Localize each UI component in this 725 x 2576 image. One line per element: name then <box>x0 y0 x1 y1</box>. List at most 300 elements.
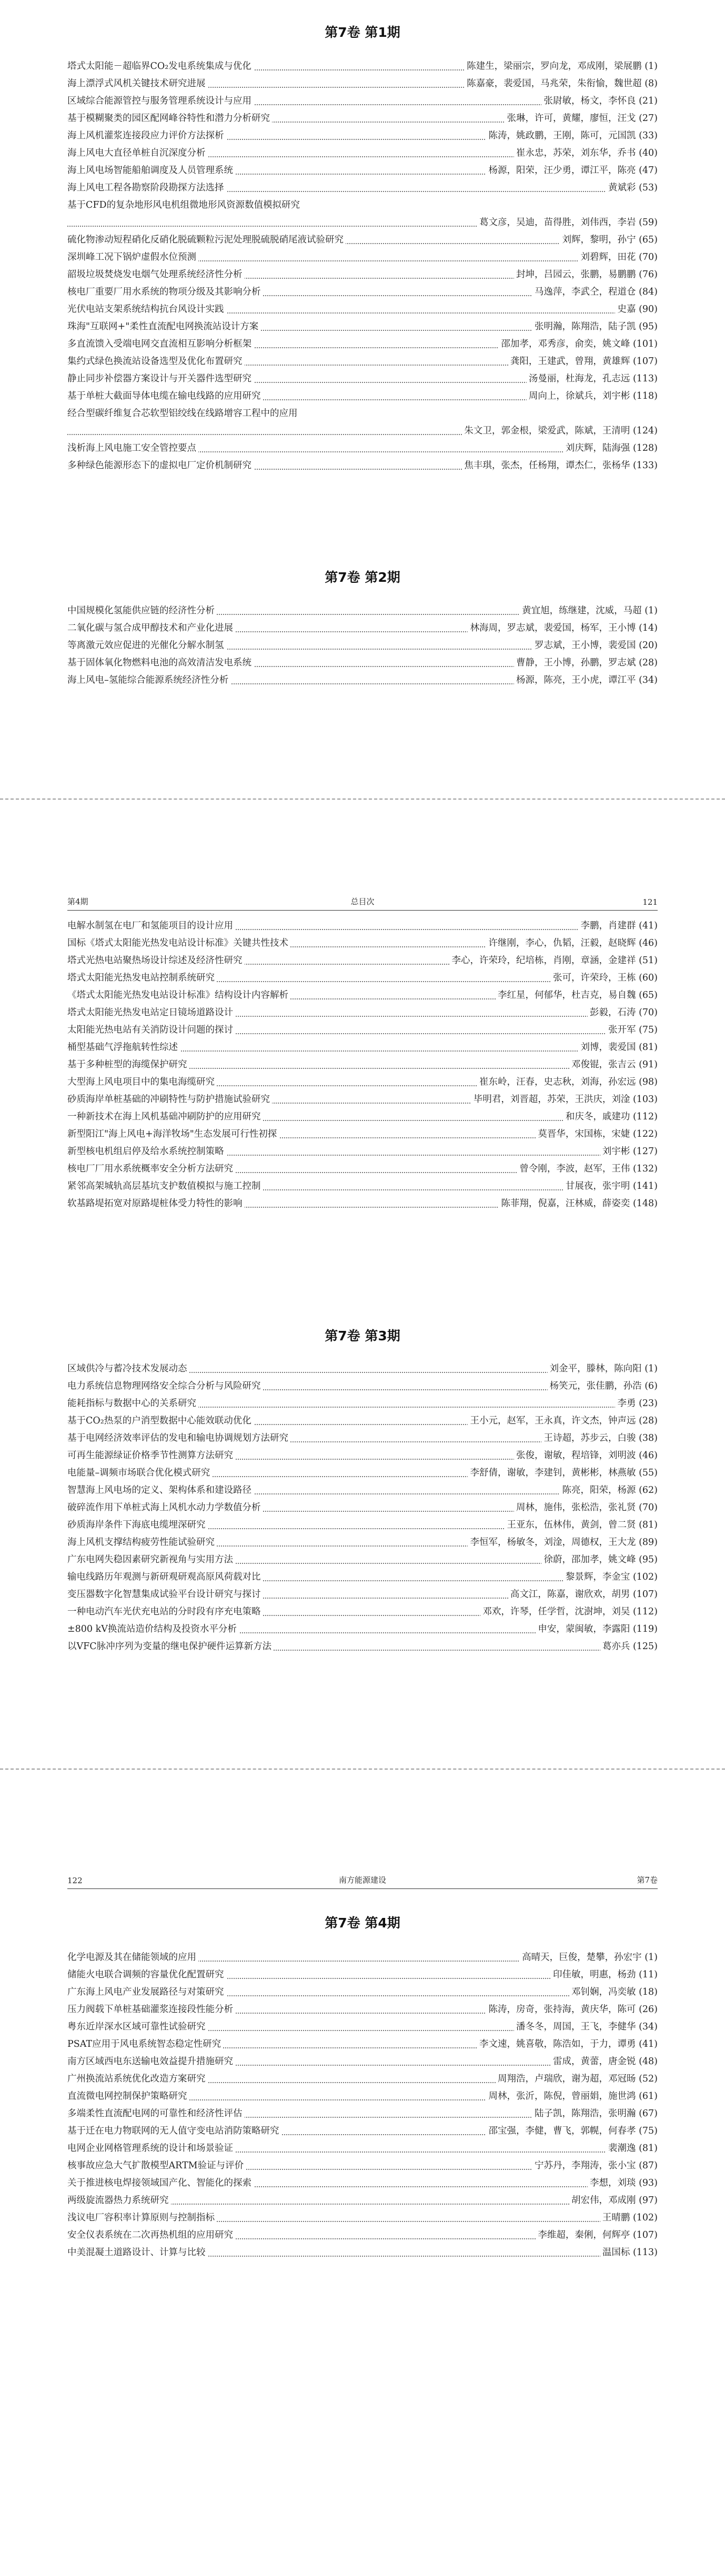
entry-authors-page <box>486 2123 658 2140</box>
toc-entry <box>67 1551 658 1569</box>
entry-authors-page <box>514 654 658 672</box>
entry-title: 集约式绿色换流站设备选型及优化布置研究 <box>67 353 245 370</box>
header-title: 总目次 <box>350 897 375 906</box>
entry-title: 新型阳江"海上风电+海洋牧场"生态发展可行性初探 <box>67 1126 279 1143</box>
entry-authors: 周林，张沂，陈倪，曾丽娟，施世鸿 <box>488 2091 636 2102</box>
entry-authors: 张开军 <box>608 1025 636 1035</box>
entry-page: (107) <box>632 2230 658 2240</box>
entry-title: 国标《塔式太阳能光热发电站设计标准》关键共性技术 <box>67 935 290 952</box>
entry-authors-page <box>536 1126 658 1143</box>
toc-entry <box>67 75 658 93</box>
entry-title: 光伏电站支架系统结构抗台风设计实践 <box>67 301 226 318</box>
entry-page: (70) <box>639 1502 658 1513</box>
header-page-number: 121 <box>642 897 658 907</box>
entry-authors-page <box>508 353 658 370</box>
issue-title-vol7-no4: 第7卷 第4期 <box>325 1915 400 1931</box>
entry-page: (1) <box>645 61 658 72</box>
entry-title: 海上风电大直径单桩自沉深度分析 <box>67 145 208 162</box>
toc-entry <box>67 1984 658 2001</box>
entry-title: 二氧化碳与氢合成甲醇技术和产业化进展 <box>67 620 235 637</box>
entry-page: (62) <box>639 1485 658 1496</box>
entry-authors: 焦丰琪，张杰，任杨翔，谭杰仁，张杨华 <box>464 460 630 471</box>
entry-title: 静止同步补偿器方案设计与开关器件选型研究 <box>67 370 254 388</box>
toc-entry <box>67 301 658 318</box>
toc-entry <box>67 2105 658 2123</box>
entry-authors-page <box>532 2105 658 2123</box>
entry-title: 基于单桩大截面导体电缆在输电线路的应用研究 <box>67 388 263 405</box>
toc-entry <box>67 602 658 620</box>
entry-page: (38) <box>639 1433 658 1443</box>
entry-authors: 和庆冬，戚建功 <box>565 1112 630 1122</box>
entry-authors-page <box>569 2192 658 2209</box>
entry-title: 核事故应急大气扩散模型ARTM验证与评价 <box>67 2157 246 2175</box>
toc-entry <box>67 2053 658 2070</box>
entry-authors-page <box>551 969 658 987</box>
entry-page: (101) <box>632 339 658 349</box>
entry-page: (52) <box>639 2074 658 2084</box>
entry-page: (148) <box>632 1198 658 1209</box>
entry-authors-page <box>468 1412 658 1430</box>
entry-authors-page <box>578 1039 658 1056</box>
entry-title: 电能量–调频市场联合优化模式研究 <box>67 1464 212 1482</box>
entry-authors: 邵宝强，李健，曹飞，郭幌，何春孝 <box>488 2126 636 2136</box>
entry-authors: 王小元，赵军，王永真，许文杰，钟声远 <box>470 1416 636 1426</box>
entry-page: (75) <box>639 1025 658 1035</box>
running-header-p121 <box>67 894 658 911</box>
entry-title: 紧邻高架城轨高层基坑支护数值模拟与施工控制 <box>67 1178 263 1195</box>
toc-entry <box>67 1534 658 1551</box>
toc-entry <box>67 58 658 75</box>
entry-authors-page <box>615 301 658 318</box>
entry-page: (6) <box>645 1381 658 1391</box>
entry-authors-page <box>600 2209 658 2227</box>
toc-entry <box>67 654 658 672</box>
page-separator <box>0 1769 725 1770</box>
entry-authors: 黄斌彩 <box>608 183 636 193</box>
toc-entry <box>67 1603 658 1621</box>
entry-authors-page <box>465 58 658 75</box>
entry-authors: 马逸萍，李武仝，程道仓 <box>534 287 636 297</box>
entry-authors-page <box>449 952 658 969</box>
entry-authors-page <box>600 1143 658 1160</box>
entry-authors-page <box>480 1603 658 1621</box>
entry-authors-page <box>600 1638 658 1655</box>
entry-page: (102) <box>632 1572 658 1582</box>
entry-title: 深圳峰工况下锅炉虚假水位预测 <box>67 249 198 266</box>
entry-title: 海上漂浮式风机关键技术研究进展 <box>67 75 208 93</box>
entry-authors: 陈菲翔，倪嘉，汪林威，薛姿奕 <box>501 1198 630 1209</box>
entry-title: 经合型碳纤维复合芯软型铝绞线在线路增容工程中的应用 <box>67 405 300 422</box>
entry-title: 珠海"互联网+"柔性直流配电网换流站设计方案 <box>67 318 260 336</box>
toc-entry <box>67 1569 658 1586</box>
entry-authors: 陈亮，阳荣，杨源 <box>562 1485 636 1496</box>
entry-authors-page <box>496 2070 658 2088</box>
entry-authors-page <box>551 2053 658 2070</box>
entry-page: (91) <box>639 1059 658 1070</box>
entry-authors-page <box>541 1430 658 1447</box>
entry-authors-page <box>499 1195 658 1213</box>
toc-entry <box>67 1195 658 1213</box>
toc-entry <box>67 249 658 266</box>
entry-authors: 葛亦兵 <box>602 1641 630 1652</box>
toc-entry <box>67 952 658 969</box>
toc-entry <box>67 1517 658 1534</box>
entry-authors-page <box>563 440 658 457</box>
entry-authors: 李心，许荣玲，纪培栋，肖刚，章涵，金建祥 <box>451 955 636 966</box>
entry-page: (70) <box>639 252 658 262</box>
entry-authors: 邓欢，许琴，任学哲，沈澍坤，刘吴 <box>482 1607 630 1617</box>
entry-page: (84) <box>639 287 658 297</box>
entry-authors: 刘博，裴爱国 <box>580 1042 636 1053</box>
toc-entry <box>67 987 658 1004</box>
toc-entry <box>67 1949 658 1966</box>
entry-page: (18) <box>639 1987 658 1997</box>
toc-entry <box>67 284 658 301</box>
entry-title: 基于模糊聚类的园区配网峰谷特性和潜力分析研究 <box>67 110 272 127</box>
toc-entry <box>67 2070 658 2088</box>
entry-authors-page <box>486 935 658 952</box>
entry-title: 砂质海岸条件下海底电缆埋深研究 <box>67 1517 208 1534</box>
issue-title-vol7-no2: 第7卷 第2期 <box>325 570 400 585</box>
entry-page: (40) <box>639 148 658 158</box>
toc-entry <box>67 388 658 405</box>
entry-title: 直流微电网控制保护策略研究 <box>67 2088 189 2105</box>
entry-page: (132) <box>632 1164 658 1174</box>
issue-title-vol7-no1: 第7卷 第1期 <box>325 25 400 40</box>
entry-page: (97) <box>639 2195 658 2206</box>
entry-title: 破碎流作用下单桩式海上风机水动力学数值分析 <box>67 1499 263 1517</box>
entry-page: (65) <box>639 990 658 1001</box>
toc-entry <box>67 2157 658 2175</box>
entry-authors: 李勇 <box>617 1398 636 1409</box>
entry-authors-page <box>600 2244 658 2261</box>
entry-authors: 杨笑元，张佳鹏，孙浩 <box>549 1381 642 1391</box>
entry-title: 硫化物渗动短程硝化反硝化脱硫颗粒污泥处理脱硫脱硝尾液试验研究 <box>67 231 346 249</box>
toc-entry <box>67 145 658 162</box>
toc-entry <box>67 917 658 935</box>
entry-authors: 张明瀚，陈翔浩，陆子凯 <box>534 321 636 332</box>
entry-authors-page <box>514 145 658 162</box>
toc-entry <box>67 318 658 336</box>
toc-entry <box>67 405 658 440</box>
entry-title: 桶型基础气浮拖航转性综述 <box>67 1039 180 1056</box>
toc-entry <box>67 2018 658 2036</box>
entry-title: 基于固体氧化物燃料电池的高效清洁发电系统 <box>67 654 254 672</box>
entry-title: 储能火电联合调频的容量优化配置研究 <box>67 1966 226 1984</box>
entry-authors: 李红星，何郁华，杜吉克，易自魏 <box>497 990 636 1001</box>
entry-authors: 黎景辉，李金宝 <box>565 1572 630 1582</box>
entry-authors: 张琳，许可，黄耀，廖恒，汪戈 <box>507 113 636 124</box>
entry-authors: 刘辉，黎明，孙宁 <box>562 235 636 245</box>
toc-entry <box>67 457 658 474</box>
entry-page: (75) <box>639 2126 658 2136</box>
entry-authors-page <box>560 231 658 249</box>
toc-entry <box>67 620 658 637</box>
entry-page: (118) <box>632 391 658 401</box>
toc-list-vol7-no1 <box>67 58 658 474</box>
entry-title: 基于CFD的复杂地形风电机组微地形风资源数值模拟研究 <box>67 197 302 214</box>
entry-title: PSAT应用于风电系统智态稳定性研究 <box>67 2036 223 2053</box>
toc-list-vol7-no2-cont <box>67 917 658 1213</box>
entry-page: (113) <box>632 373 658 384</box>
entry-authors: 史嘉 <box>617 304 636 315</box>
entry-authors-page <box>471 1091 658 1108</box>
entry-page: (28) <box>639 1416 658 1426</box>
entry-authors: 李维超，秦俐，何辉亭 <box>538 2230 630 2240</box>
entry-authors: 杨源，陈亮，王小虎，谭江平 <box>516 675 636 685</box>
entry-page: (95) <box>639 1554 658 1565</box>
entry-page: (65) <box>639 235 658 245</box>
toc-entry <box>67 2036 658 2053</box>
entry-page: (103) <box>632 1094 658 1105</box>
toc-entry <box>67 1378 658 1395</box>
entry-title: 核电厂厂用水系统概率安全分析方法研究 <box>67 1160 235 1178</box>
entry-authors-page <box>486 2001 658 2018</box>
entry-authors-page <box>532 284 658 301</box>
entry-page: (1) <box>645 1952 658 1963</box>
entry-title: 多端柔性直流配电网的可靠性和经济性评估 <box>67 2105 245 2123</box>
entry-title: 砂质海岸单桩基础的冲刷特性与防护措施试验研究 <box>67 1091 272 1108</box>
entry-title: 基于CO₂热泵的户消型数据中心能效联动优化 <box>67 1412 254 1430</box>
entry-authors-page <box>468 1534 658 1551</box>
entry-page: (11) <box>639 1969 658 1980</box>
entry-title: 浅析海上风电施工安全管控要点 <box>67 440 198 457</box>
entry-authors-page <box>560 1482 658 1499</box>
entry-authors: 张俊，谢敏，程培锋，刘明波 <box>516 1450 636 1461</box>
entry-authors-page <box>462 422 658 440</box>
header-page-number: 122 <box>67 1876 83 1885</box>
toc-entry <box>67 1091 658 1108</box>
entry-page: (46) <box>639 1450 658 1461</box>
entry-authors-page <box>532 2157 658 2175</box>
entry-authors-page <box>514 1447 658 1464</box>
toc-entry <box>67 1499 658 1517</box>
entry-authors-page <box>563 1569 658 1586</box>
toc-entry <box>67 197 658 231</box>
entry-title: 韶圾垃圾焚烧发电烟气处理系统经济性分析 <box>67 266 245 284</box>
entry-page: (41) <box>639 921 658 931</box>
toc-entry <box>67 336 658 353</box>
entry-authors: 李想，刘琰 <box>589 2178 636 2188</box>
entry-authors: 林海周，罗志斌，裴爱国，杨军，王小博 <box>470 623 636 633</box>
toc-entry <box>67 110 658 127</box>
toc-entry <box>67 2123 658 2140</box>
toc-entry <box>67 231 658 249</box>
entry-page: (93) <box>639 2178 658 2188</box>
toc-entry <box>67 2192 658 2209</box>
entry-authors: 高文江，陈嘉，谢欣欢，胡男 <box>510 1589 630 1600</box>
header-issue: 第4期 <box>67 897 88 906</box>
entry-authors-page <box>606 179 658 197</box>
entry-authors-page <box>532 637 658 654</box>
entry-authors-page <box>477 214 658 231</box>
entry-title: ±800 kV换流站造价结构及投资水平分析 <box>67 1621 239 1638</box>
entry-title: 基于电网经济效率评估的发电和输电协调规划方法研究 <box>67 1430 290 1447</box>
entry-title: 塔式太阳能－超临界CO₂发电系统集成与优化 <box>67 58 254 75</box>
entry-page: (33) <box>639 130 658 141</box>
entry-authors-page <box>520 1949 658 1966</box>
entry-page: (81) <box>639 1042 658 1053</box>
toc-entry <box>67 266 658 284</box>
toc-entry <box>67 1621 658 1638</box>
entry-authors: 朱文卫，郭金根，梁爱武，陈斌，王清明 <box>464 426 630 436</box>
entry-authors: 印佳敏，明惠，杨劲 <box>552 1969 636 1980</box>
entry-page: (27) <box>639 113 658 124</box>
entry-authors-page <box>462 457 658 474</box>
entry-authors: 刘金平，滕林，陈向阳 <box>549 1363 642 1374</box>
entry-page: (81) <box>639 1520 658 1530</box>
issue-title-vol7-no3: 第7卷 第3期 <box>325 1328 400 1343</box>
toc-entry <box>67 672 658 689</box>
toc-list-vol7-no3 <box>67 1360 658 1655</box>
entry-title: 能耗指标与数据中心的关系研究 <box>67 1395 198 1412</box>
toc-entry <box>67 1966 658 1984</box>
toc-list-vol7-no4 <box>67 1949 658 2261</box>
entry-page: (53) <box>639 183 658 193</box>
entry-authors: 潘冬冬，周国，王飞，李健华 <box>516 2022 636 2032</box>
toc-entry <box>67 2227 658 2244</box>
entry-authors: 曹静，王小博，孙鹏，罗志斌 <box>516 658 636 668</box>
entry-page: (125) <box>632 1641 658 1652</box>
entry-page: (59) <box>639 217 658 228</box>
entry-authors-page <box>514 1499 658 1517</box>
entry-page: (124) <box>632 426 658 436</box>
entry-authors-page <box>578 249 658 266</box>
entry-title: 基于迁在电力物联网的无人值守变电站消防策略研究 <box>67 2123 281 2140</box>
entry-authors-page <box>468 1464 658 1482</box>
toc-entry <box>67 370 658 388</box>
entry-authors: 陈涛，房奇，张持海，黄庆华，陈可 <box>488 2004 636 2015</box>
entry-authors-page <box>606 2140 658 2157</box>
entry-title: 软基路堤拓宽对原路堤桩体受力特性的影响 <box>67 1195 245 1213</box>
toc-entry <box>67 1004 658 1022</box>
entry-page: (34) <box>639 2022 658 2032</box>
entry-authors-page <box>563 1178 658 1195</box>
entry-authors-page <box>532 318 658 336</box>
entry-page: (60) <box>639 973 658 983</box>
entry-title: 广东电网失稳因素研究新视角与实用方法 <box>67 1551 235 1569</box>
entry-page: (21) <box>639 96 658 106</box>
toc-entry <box>67 127 658 145</box>
entry-page: (90) <box>639 304 658 315</box>
entry-page: (1) <box>645 605 658 616</box>
entry-title: 太阳能光热电站有关消防设计问题的探讨 <box>67 1022 235 1039</box>
entry-page: (1) <box>645 1363 658 1374</box>
entry-title: 区域供冷与蓄冷技术发展动态 <box>67 1360 189 1378</box>
entry-authors-page <box>517 1160 658 1178</box>
entry-title: 基于多种桩型的海缆保护研究 <box>67 1056 189 1074</box>
entry-page: (67) <box>639 2108 658 2119</box>
entry-authors: 张尉敏，杨文，李怀良 <box>543 96 636 106</box>
entry-authors: 邵加孝，邓秀彦，俞奕，姚文峰 <box>501 339 630 349</box>
entry-title: 海上风机灌浆连接段应力评价方法探析 <box>67 127 226 145</box>
entry-authors: 温国标 <box>602 2247 630 2258</box>
entry-authors: 封坤，吕园云，张鹏，易鹏鹏 <box>516 269 636 280</box>
entry-title: 粤东近岸深水区域可靠性试验研究 <box>67 2018 208 2036</box>
toc-entry <box>67 2140 658 2157</box>
entry-page: (98) <box>639 1077 658 1087</box>
entry-authors-page <box>477 2036 658 2053</box>
entry-title: 多直流馈入受端电网交直流相互影响分析框架 <box>67 336 254 353</box>
entry-authors-page <box>551 1966 658 1984</box>
entry-title: 可再生能源绿证价格季节性测算方法研究 <box>67 1447 235 1464</box>
entry-title: 化学电源及其在储能领域的应用 <box>67 1949 198 1966</box>
toc-list-vol7-no2 <box>67 602 658 689</box>
entry-title: 安全仪表系统在二次再热机组的应用研究 <box>67 2227 235 2244</box>
entry-authors-page <box>578 917 658 935</box>
entry-authors: 王晴鹏 <box>602 2213 630 2223</box>
toc-entry <box>67 179 658 197</box>
entry-authors-page <box>514 672 658 689</box>
entry-title: 电解水制氢在电厂和氢能项目的设计应用 <box>67 917 235 935</box>
entry-authors: 刘宇彬 <box>602 1146 630 1157</box>
entry-authors: 毕明君，刘晋超，苏荣，王洪庆，刘淦 <box>473 1094 630 1105</box>
entry-authors: 周翔浩，卢瑞欣，谢为超，邓冠旸 <box>497 2074 636 2084</box>
entry-page: (34) <box>639 675 658 685</box>
entry-authors: 陈涛，姚政鹏，王刚，陈可，元国凯 <box>488 130 636 141</box>
entry-title: 等离激元效应促进的光催化分解水制氢 <box>67 637 226 654</box>
entry-title: 海上风电–氢能综合能源系统经济性分析 <box>67 672 230 689</box>
entry-authors: 刘庆辉，陆海强 <box>565 443 630 453</box>
entry-title: 区域综合能源管控与服务管理系统设计与应用 <box>67 93 254 110</box>
toc-entry <box>67 1482 658 1499</box>
entry-authors: 曾令刚，李波，赵军，王伟 <box>519 1164 630 1174</box>
entry-authors: 甘展夜，张宇明 <box>565 1181 630 1191</box>
entry-authors-page <box>505 110 658 127</box>
entry-authors-page <box>615 1395 658 1412</box>
toc-entry <box>67 1108 658 1126</box>
entry-authors: 许继刚，李心，仇韬，汪毅，赵晓辉 <box>488 938 636 948</box>
entry-title: 变压器数字化智慧集成试验平台设计研究与探讨 <box>67 1586 263 1603</box>
toc-entry <box>67 1022 658 1039</box>
entry-authors-page <box>541 1551 658 1569</box>
entry-authors: 李鹏，肖建群 <box>580 921 636 931</box>
entry-title: 核电厂重要厂用水系统的物项分级及其影响分析 <box>67 284 263 301</box>
entry-authors: 周向上，徐斌兵，刘宇彬 <box>528 391 630 401</box>
entry-authors: 陆子凯，陈翔浩，张明瀚 <box>534 2108 636 2119</box>
entry-title: 中国规模化氢能供应链的经济性分析 <box>67 602 217 620</box>
entry-page: (112) <box>632 1607 658 1617</box>
entry-authors: 杨源，阳荣，汪少勇，谭江平，陈亮 <box>488 165 636 176</box>
entry-authors: 崔永忠，苏荣，刘东华，乔书 <box>516 148 636 158</box>
entry-title: 智慧海上风电场的定义、架构体系和建设路径 <box>67 1482 254 1499</box>
entry-page: (26) <box>639 2004 658 2015</box>
toc-entry <box>67 1360 658 1378</box>
entry-title: 两级旋流器热力系统研究 <box>67 2192 171 2209</box>
entry-authors: 陈嘉豪，裴爱国，马兆荣，朱衔愉，魏世超 <box>467 78 642 89</box>
entry-page: (141) <box>632 1181 658 1191</box>
entry-authors: 莫晋华，宋国栋，宋婕 <box>538 1129 630 1139</box>
entry-title: 塔式太阳能光热发电站控制系统研究 <box>67 969 217 987</box>
entry-title: 海上风机支撑结构疲劳性能试验研究 <box>67 1534 217 1551</box>
entry-title: 关于推进核电焊接领域国产化、智能化的探索 <box>67 2175 254 2192</box>
entry-authors: 王诗超，苏步云，白骏 <box>543 1433 636 1443</box>
entry-authors: 龚阳，王建武，曾翔，黄雄辉 <box>510 356 630 367</box>
entry-page: (127) <box>632 1146 658 1157</box>
entry-title: 多种绿色能源形态下的虚拟电厂定价机制研究 <box>67 457 254 474</box>
entry-authors: 罗志斌，王小博，裴爱国 <box>534 640 636 651</box>
entry-authors-page <box>541 93 658 110</box>
entry-authors: 李恒军，杨敏冬，刘淦，周德权，王大龙 <box>470 1537 636 1548</box>
entry-authors-page <box>536 2227 658 2244</box>
entry-title: 压力阀载下单桩基础灌浆连接段性能分析 <box>67 2001 235 2018</box>
toc-entry <box>67 162 658 179</box>
entry-authors: 周林，施伟，张松浩，张礼贤 <box>516 1502 636 1513</box>
entry-page: (133) <box>632 460 658 471</box>
entry-authors-page <box>496 987 658 1004</box>
entry-authors: 黄宜旭，练继建，沈威，马超 <box>522 605 642 616</box>
entry-authors: 李舒倩，谢敏，李建钊，黄彬彬，林燕敏 <box>470 1468 636 1478</box>
